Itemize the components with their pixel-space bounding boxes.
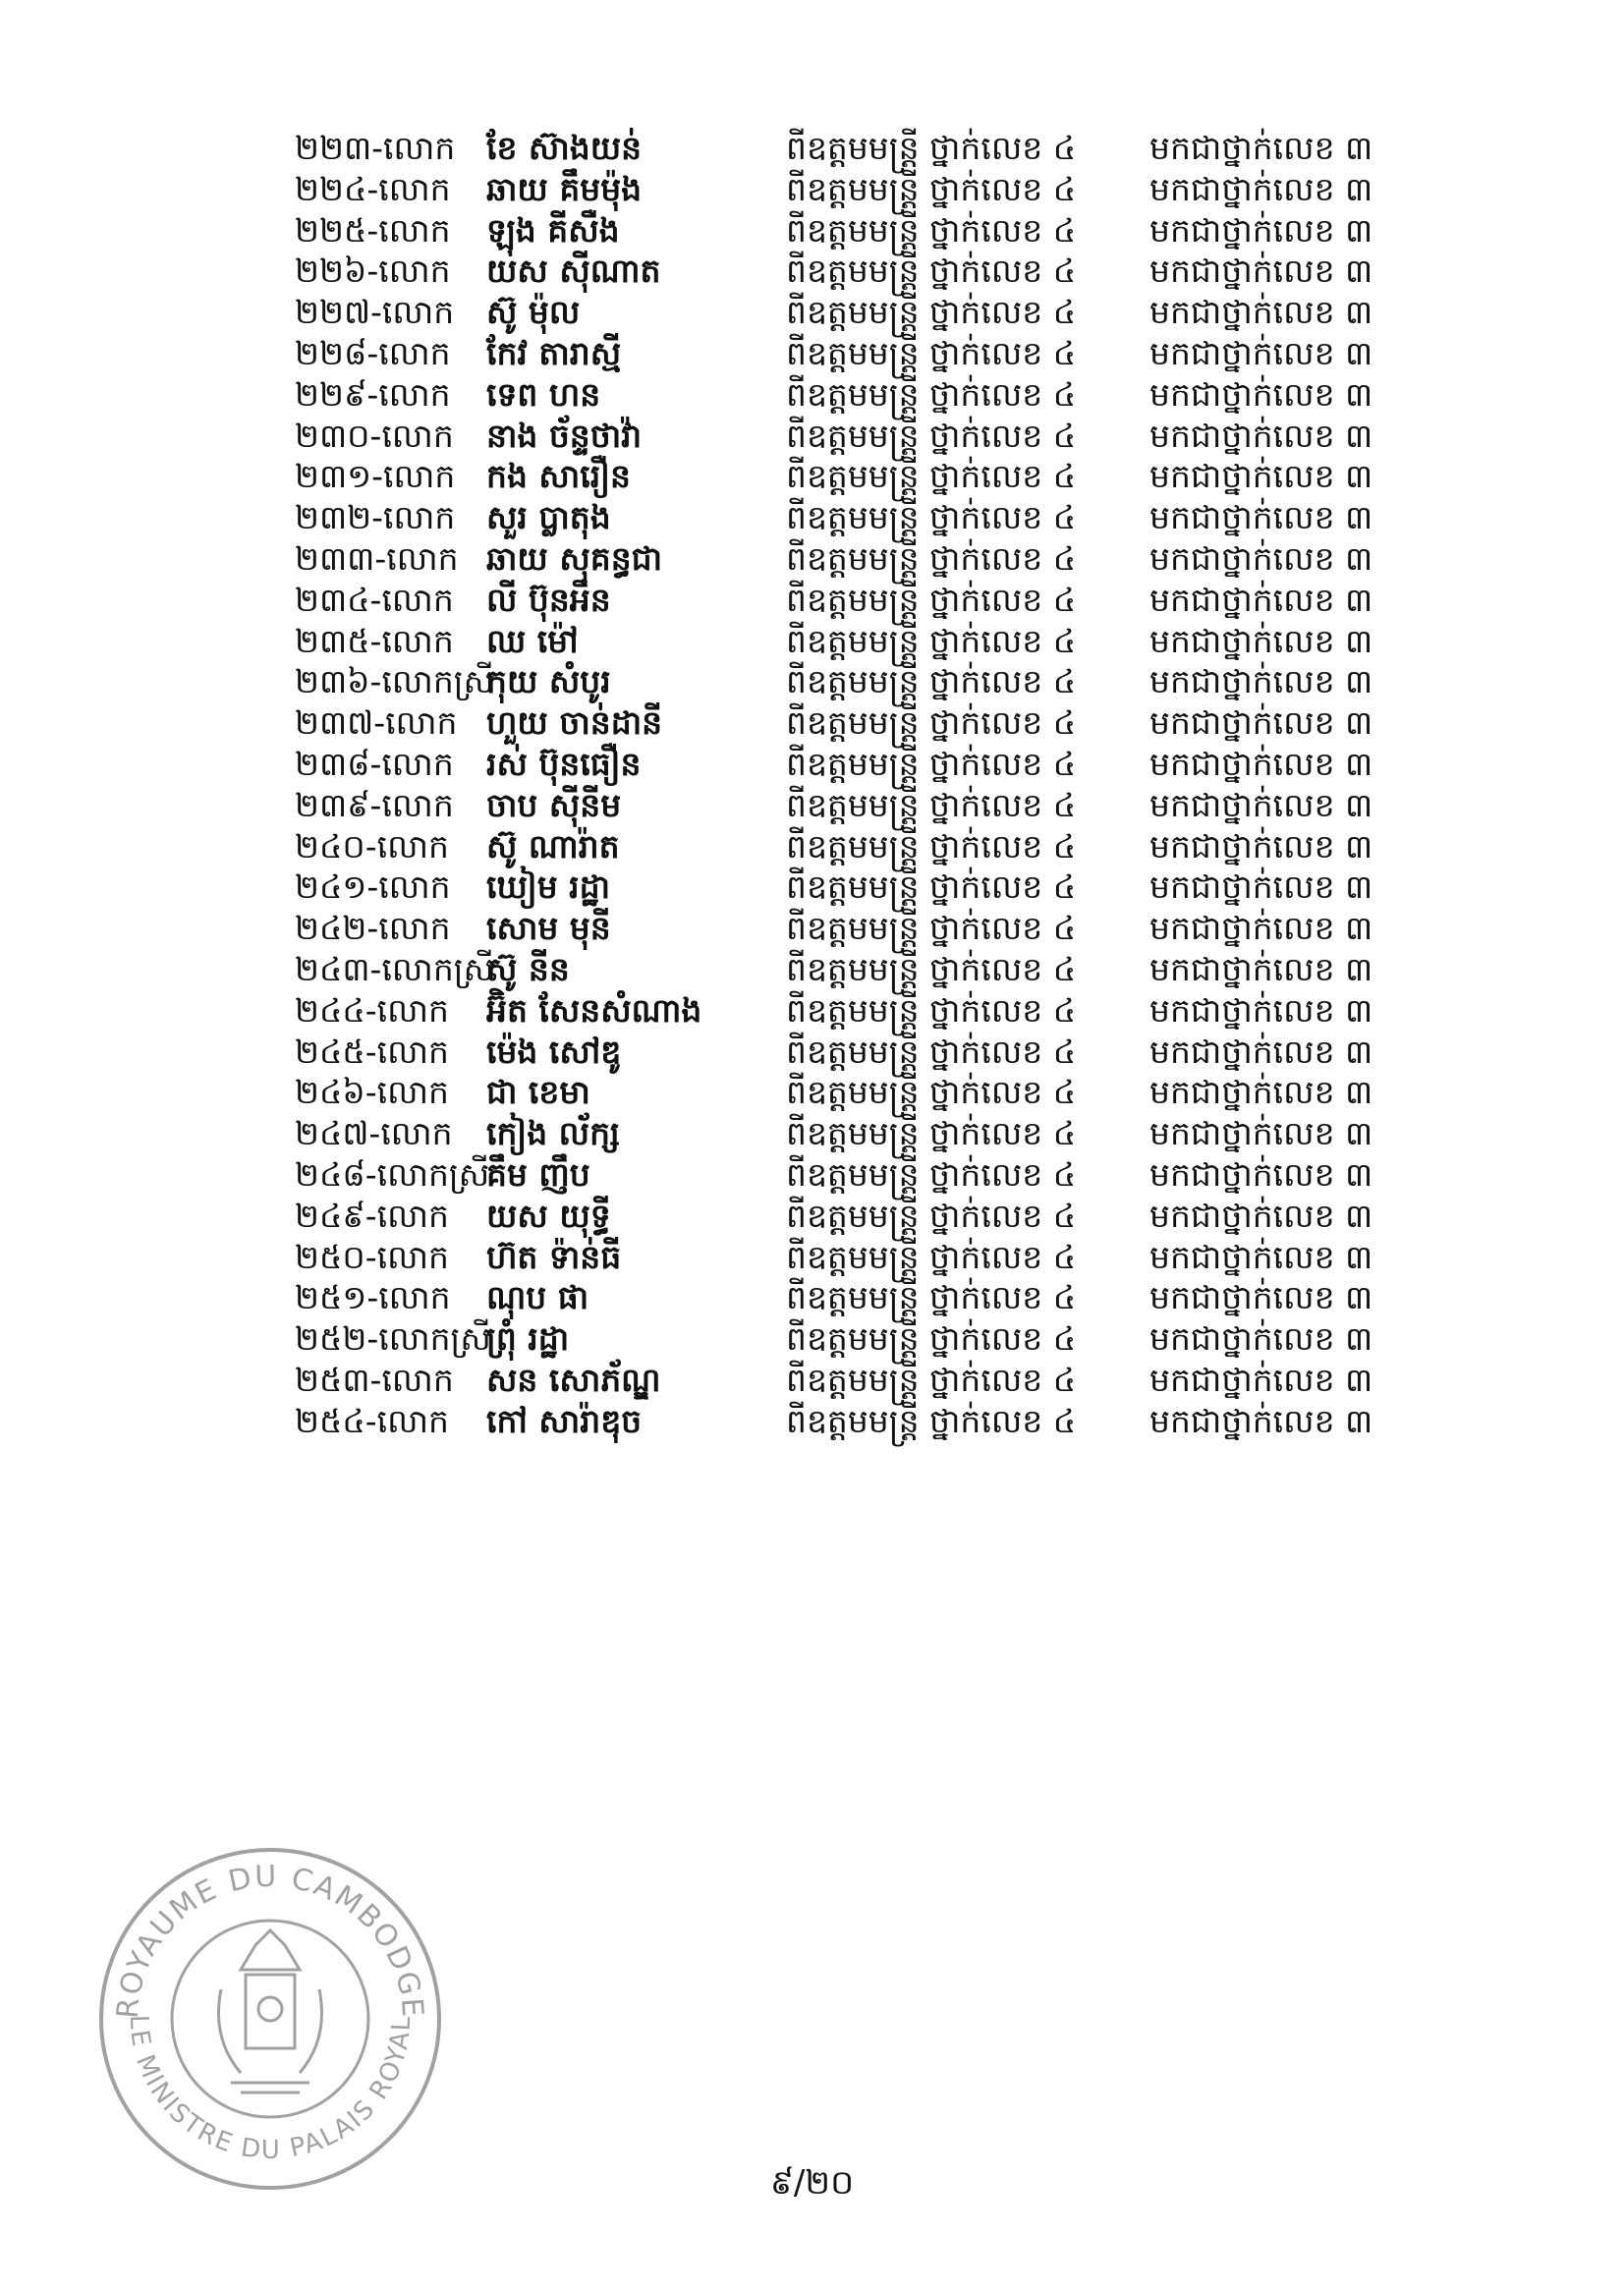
list-item-to-rank: មកជាថ្នាក់លេខ ៣: [1149, 950, 1373, 988]
list-item-from-rank: ពីឧត្តមមន្ត្រី ថ្នាក់លេខ ៤: [786, 1073, 1077, 1112]
list-item-number: ២២៨-លោក: [295, 334, 451, 372]
list-item-name: ឃៀម រដ្ឋា: [486, 867, 611, 907]
list-item-name: ទេព ហន: [486, 374, 601, 414]
list-item-name: ខែ ស៊ាងយន់: [486, 129, 643, 167]
list-item-from-rank: ពីឧត្តមមន្ត្រី ថ្នាក់លេខ ៤: [786, 1196, 1077, 1235]
list-item-number: ២៤៧-លោក: [295, 1114, 453, 1153]
list-item-number: ២៤៣-លោកស្រី: [295, 950, 495, 988]
list-item-name: គឹម ញឹប: [486, 1155, 590, 1194]
list-item-to-rank: មកជាថ្នាក់លេខ ៣: [1149, 210, 1373, 250]
list-item-name: កង សារឿន: [486, 457, 632, 496]
list-item-name: កែវ តារាស្មី: [486, 334, 622, 372]
list-item-number: ២៥៣-លោក: [295, 1361, 454, 1399]
list-item-to-rank: មកជាថ្នាក់លេខ ៣: [1149, 621, 1373, 660]
list-item-to-rank: មកជាថ្នាក់លេខ ៣: [1149, 129, 1373, 167]
list-item-number: ២៣៨-លោក: [295, 745, 454, 783]
list-item-from-rank: ពីឧត្តមមន្ត្រី ថ្នាក់លេខ ៤: [786, 662, 1077, 701]
list-item-to-rank: មកជាថ្នាក់លេខ ៣: [1149, 1032, 1373, 1071]
list-item-name: ឆាយ គឹមម៉ុង: [486, 169, 643, 208]
list-item-number: ២៤២-លោក: [295, 909, 451, 948]
list-item-from-rank: ពីឧត្តមមន្ត្រី ថ្នាក់លេខ ៤: [786, 1319, 1077, 1359]
list-item-to-rank: មកជាថ្នាក់លេខ ៣: [1149, 909, 1373, 948]
list-item-number: ២២៧-លោក: [295, 293, 455, 332]
list-item-to-rank: មកជាថ្នាក់លេខ ៣: [1149, 990, 1373, 1030]
list-item-to-rank: មកជាថ្នាក់លេខ ៣: [1149, 745, 1373, 783]
list-item-number: ២៤០-លោក: [295, 826, 449, 865]
list-item-from-rank: ពីឧត្តមមន្ត្រី ថ្នាក់លេខ ៤: [786, 909, 1077, 948]
list-item-number: ២៥៤-លោក: [295, 1401, 449, 1440]
list-item-number: ២៤៨-លោកស្រី: [295, 1155, 490, 1194]
list-item-name: យស យុទ្ធី: [486, 1196, 611, 1235]
royal-palace-seal: [93, 1842, 447, 2196]
list-item: [0, 1391, 1624, 1452]
list-item-number: ២៣៩-លោក: [295, 785, 454, 824]
list-item-from-rank: ពីឧត្តមមន្ត្រី ថ្នាក់លេខ ៤: [786, 539, 1077, 578]
list-item-name: ស៊ូ នីន: [486, 950, 570, 988]
list-item-number: ២៤៦-លោក: [295, 1073, 449, 1112]
list-item-to-rank: មកជាថ្នាក់លេខ ៣: [1149, 1319, 1373, 1359]
list-item-from-rank: ពីឧត្តមមន្ត្រី ថ្នាក់លេខ ៤: [786, 251, 1077, 291]
list-item-from-rank: ពីឧត្តមមន្ត្រី ថ្នាក់លេខ ៤: [786, 950, 1077, 988]
list-item-to-rank: មកជាថ្នាក់លេខ ៣: [1149, 457, 1373, 496]
list-item-from-rank: ពីឧត្តមមន្ត្រី ថ្នាក់លេខ ៤: [786, 1032, 1077, 1071]
list-item-to-rank: មកជាថ្នាក់លេខ ៣: [1149, 251, 1373, 291]
list-item-from-rank: ពីឧត្តមមន្ត្រី ថ្នាក់លេខ ៤: [786, 1361, 1077, 1399]
list-item-name: ហ៊ត ទ៉ាន់ធី: [486, 1237, 622, 1276]
list-item-name: រស់ ប៊ុនធឿន: [486, 745, 642, 783]
list-item-from-rank: ពីឧត្តមមន្ត្រី ថ្នាក់លេខ ៤: [786, 703, 1077, 743]
list-item-name: សោម មុនី: [486, 909, 611, 948]
list-item-from-rank: ពីឧត្តមមន្ត្រី ថ្នាក់លេខ ៤: [786, 785, 1077, 824]
list-item-to-rank: មកជាថ្នាក់លេខ ៣: [1149, 374, 1373, 414]
list-item-name: ណុប ផា: [486, 1278, 589, 1317]
list-item-name: ស៊ូ ណារ៉ាត: [486, 826, 620, 865]
list-item-from-rank: ពីឧត្តមមន្ត្រី ថ្នាក់លេខ ៤: [786, 1401, 1077, 1440]
list-item-to-rank: មកជាថ្នាក់លេខ ៣: [1149, 1361, 1373, 1399]
list-item-to-rank: មកជាថ្នាក់លេខ ៣: [1149, 498, 1373, 537]
list-item-from-rank: ពីឧត្តមមន្ត្រី ថ្នាក់លេខ ៤: [786, 457, 1077, 496]
list-item-name: ឆាយ សុគន្ធជា: [486, 539, 663, 578]
list-item-from-rank: ពីឧត្តមមន្ត្រី ថ្នាក់លេខ ៤: [786, 826, 1077, 865]
seal-bottom-text: LE MINISTRE DU PALAIS ROYAL: [123, 2014, 418, 2166]
list-item-number: ២៣១-លោក: [295, 457, 456, 496]
list-item-to-rank: មកជាថ្នាក់លេខ ៣: [1149, 169, 1373, 208]
list-item-from-rank: ពីឧត្តមមន្ត្រី ថ្នាក់លេខ ៤: [786, 990, 1077, 1030]
list-item-from-rank: ពីឧត្តមមន្ត្រី ថ្នាក់លេខ ៤: [786, 210, 1077, 250]
list-item-name: សួរ ប្លាតុង: [486, 498, 611, 537]
list-item-to-rank: មកជាថ្នាក់លេខ ៣: [1149, 785, 1373, 824]
list-item-name: ឡុង គីសឺង: [486, 210, 620, 250]
list-item-number: ២៣៣-លោក: [295, 539, 459, 578]
list-item-to-rank: មកជាថ្នាក់លេខ ៣: [1149, 1196, 1373, 1235]
list-item-to-rank: មកជាថ្នាក់លេខ ៣: [1149, 1278, 1373, 1317]
list-item-from-rank: ពីឧត្តមមន្ត្រី ថ្នាក់លេខ ៤: [786, 1155, 1077, 1194]
list-item-from-rank: ពីឧត្តមមន្ត្រី ថ្នាក់លេខ ៤: [786, 867, 1077, 907]
list-item-from-rank: ពីឧត្តមមន្ត្រី ថ្នាក់លេខ ៤: [786, 745, 1077, 783]
list-item-name: ម៉េង សៅឌូ: [486, 1032, 622, 1071]
page-number: ៩/២០: [769, 2163, 855, 2203]
list-item-name: ហួយ ចាន់ដានី: [486, 703, 663, 743]
list-item-from-rank: ពីឧត្តមមន្ត្រី ថ្នាក់លេខ ៤: [786, 293, 1077, 332]
list-item-name: អ៊ិត សែនសំណាង: [486, 990, 702, 1030]
list-item-from-rank: ពីឧត្តមមន្ត្រី ថ្នាក់លេខ ៤: [786, 334, 1077, 372]
list-item-from-rank: ពីឧត្តមមន្ត្រី ថ្នាក់លេខ ៤: [786, 498, 1077, 537]
list-item-to-rank: មកជាថ្នាក់លេខ ៣: [1149, 334, 1373, 372]
list-item-name: កៀង ល័ក្ស: [486, 1114, 620, 1153]
list-item-from-rank: ពីឧត្តមមន្ត្រី ថ្នាក់លេខ ៤: [786, 169, 1077, 208]
list-item-to-rank: មកជាថ្នាក់លេខ ៣: [1149, 1401, 1373, 1440]
list-item-number: ២៤៤-លោក: [295, 990, 449, 1030]
list-item-number: ២២៣-លោក: [295, 129, 456, 167]
list-item-number: ២៤៥-លោក: [295, 1032, 449, 1071]
list-item-number: ២៤៩-លោក: [295, 1196, 449, 1235]
list-item-number: ២៤១-លោក: [295, 867, 451, 907]
list-item-from-rank: ពីឧត្តមមន្ត្រី ថ្នាក់លេខ ៤: [786, 129, 1077, 167]
list-item-name: យស ស៊ីណាត: [486, 251, 661, 291]
list-item-to-rank: មកជាថ្នាក់លេខ ៣: [1149, 1237, 1373, 1276]
list-item-to-rank: មកជាថ្នាក់លេខ ៣: [1149, 416, 1373, 455]
list-item-from-rank: ពីឧត្តមមន្ត្រី ថ្នាក់លេខ ៤: [786, 1237, 1077, 1276]
list-item-from-rank: ពីឧត្តមមន្ត្រី ថ្នាក់លេខ ៤: [786, 580, 1077, 619]
list-item-number: ២៣៥-លោក: [295, 621, 454, 660]
list-item-to-rank: មកជាថ្នាក់លេខ ៣: [1149, 867, 1373, 907]
list-item-name: លី ប៊ុនអឹន: [486, 580, 611, 619]
coat-of-arms-icon: [219, 1930, 322, 2093]
list-item-name: សន សោភ័ណ្ឌ: [486, 1361, 661, 1399]
list-item-name: ព្រុំ រដ្ឋា: [486, 1319, 570, 1359]
list-item-number: ២៣៤-លោក: [295, 580, 454, 619]
list-item-to-rank: មកជាថ្នាក់លេខ ៣: [1149, 539, 1373, 578]
list-item-to-rank: មកជាថ្នាក់លេខ ៣: [1149, 826, 1373, 865]
list-item-name: នាង ច័ន្ទថាវ៉ា: [486, 416, 643, 455]
list-item-number: ២៣៧-លោក: [295, 703, 458, 743]
list-item-number: ២៥២-លោកស្រី: [295, 1319, 491, 1359]
list-item-number: ២៣០-លោក: [295, 416, 454, 455]
list-item-to-rank: មកជាថ្នាក់លេខ ៣: [1149, 1114, 1373, 1153]
seal-top-text: ROYAUME DU CAMBODGE: [110, 1859, 430, 2021]
list-item-name: ស៊ូ ម៉ុល: [486, 293, 581, 332]
list-item-number: ២២៤-លោក: [295, 169, 451, 208]
svg-text:LE MINISTRE DU PALAIS ROYAL: [124, 2014, 417, 2165]
list-item-number: ២៥១-លោក: [295, 1278, 451, 1317]
list-item-number: ២៥០-លោក: [295, 1237, 449, 1276]
list-item-number: ២៣២-លោក: [295, 498, 456, 537]
list-item-name: ឈ ម៉ៅ: [486, 621, 579, 660]
list-item-name: កៅ សារ៉ាឌុច: [486, 1401, 643, 1440]
list-item-to-rank: មកជាថ្នាក់លេខ ៣: [1149, 662, 1373, 701]
list-item-to-rank: មកជាថ្នាក់លេខ ៣: [1149, 1155, 1373, 1194]
list-item-from-rank: ពីឧត្តមមន្ត្រី ថ្នាក់លេខ ៤: [786, 621, 1077, 660]
list-item-name: ចាប ស៊ីនីម: [486, 785, 622, 824]
list-item-to-rank: មកជាថ្នាក់លេខ ៣: [1149, 1073, 1373, 1112]
list-item-number: ២២៩-លោក: [295, 374, 451, 414]
list-item-from-rank: ពីឧត្តមមន្ត្រី ថ្នាក់លេខ ៤: [786, 1114, 1077, 1153]
list-item-number: ២២៦-លោក: [295, 251, 451, 291]
list-item-from-rank: ពីឧត្តមមន្ត្រី ថ្នាក់លេខ ៤: [786, 374, 1077, 414]
list-item-from-rank: ពីឧត្តមមន្ត្រី ថ្នាក់លេខ ៤: [786, 416, 1077, 455]
list-item-to-rank: មកជាថ្នាក់លេខ ៣: [1149, 293, 1373, 332]
list-item-number: ២៣៦-លោកស្រី: [295, 662, 495, 701]
list-item-to-rank: មកជាថ្នាក់លេខ ៣: [1149, 580, 1373, 619]
list-item-name: កុយ សំបូរ: [486, 662, 611, 701]
list-item-to-rank: មកជាថ្នាក់លេខ ៣: [1149, 703, 1373, 743]
list-item-from-rank: ពីឧត្តមមន្ត្រី ថ្នាក់លេខ ៤: [786, 1278, 1077, 1317]
list-item-number: ២២៥-លោក: [295, 210, 451, 250]
list-item-name: ជា ខេមា: [486, 1073, 590, 1112]
